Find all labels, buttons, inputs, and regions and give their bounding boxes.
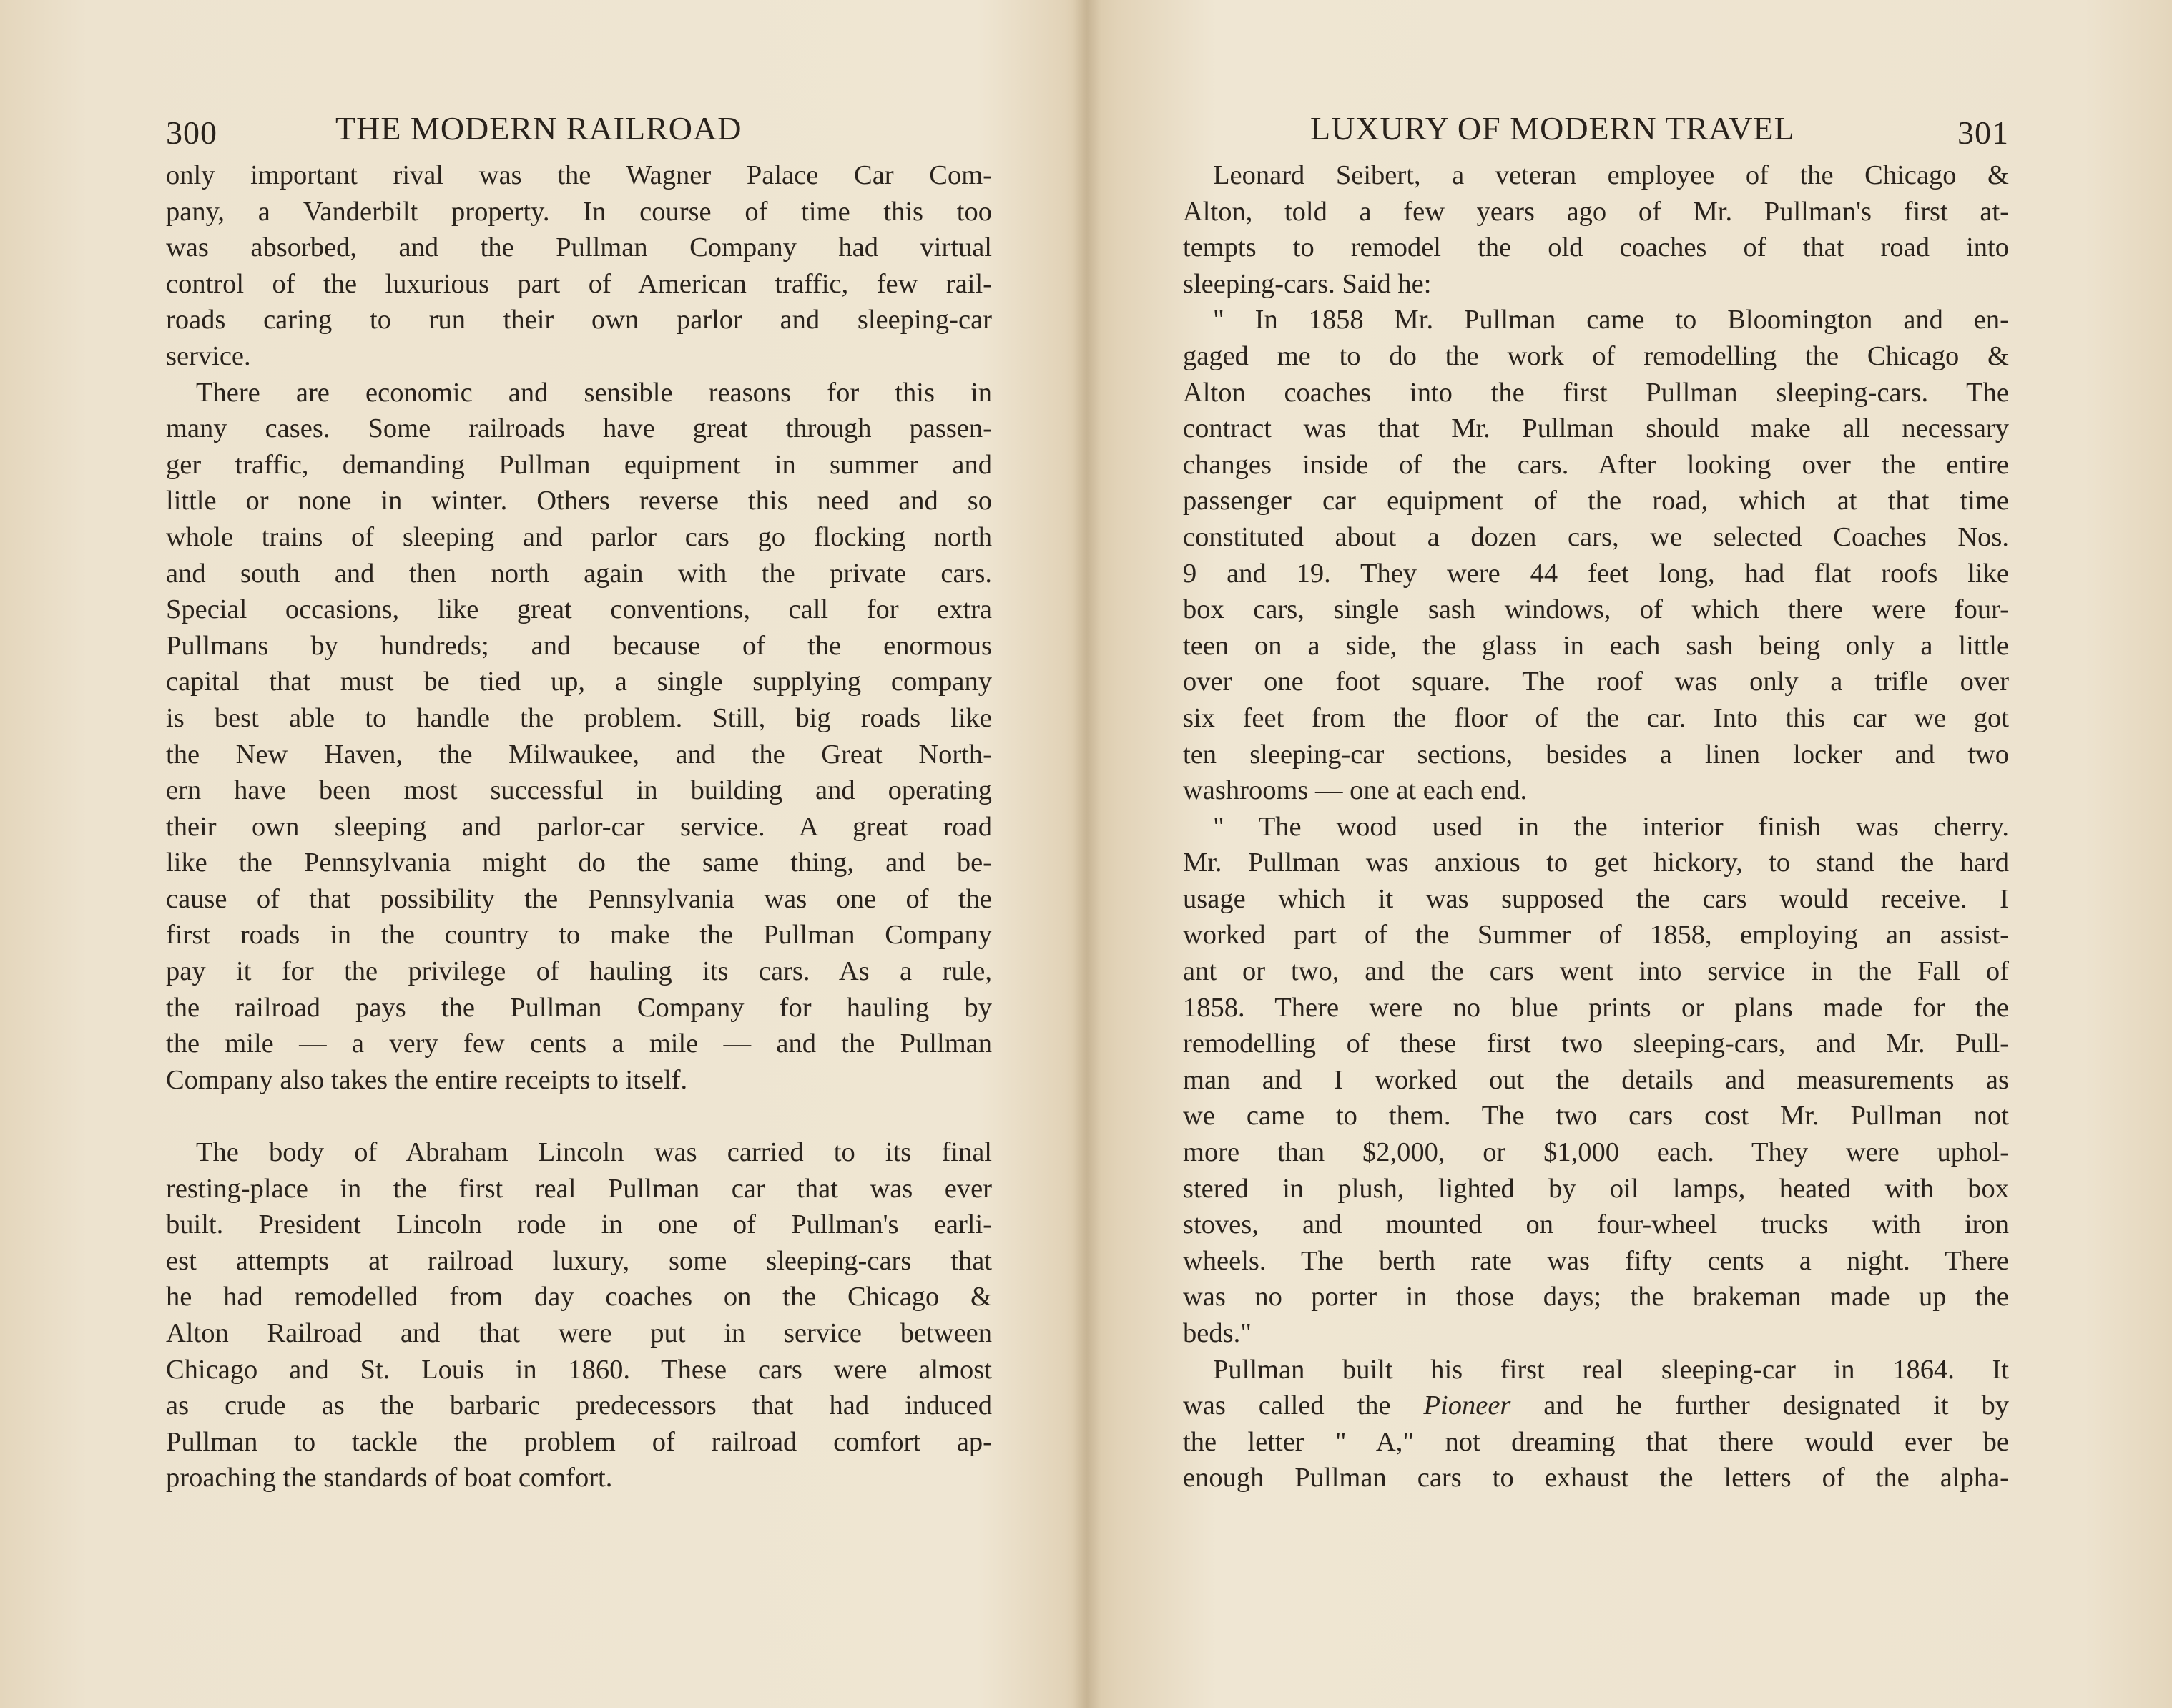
text-line: the New Haven, the Milwaukee, and the Great North- xyxy=(166,739,992,770)
text-line: more than $2,000, or $1,000 each. They were uphol- xyxy=(1183,1137,2009,1168)
book-gutter xyxy=(1073,0,1101,1708)
text-line: the mile — a very few cents a mile — and the Pullman xyxy=(166,1029,992,1059)
text-line: he had remodelled from day coaches on the Chicago & xyxy=(166,1282,992,1312)
text-line: stered in plush, lighted by oil lamps, heated with box xyxy=(1183,1173,2009,1204)
text-line: ern have been most successful in building and operating xyxy=(166,775,992,806)
text-line: over one foot square. The roof was only a trifle over xyxy=(1183,667,2009,697)
text-line-with-italic xyxy=(1183,1388,2009,1424)
text-line: pay it for the privilege of hauling its cars. As a rule, xyxy=(166,956,992,987)
text-line: sleeping-cars. Said he: xyxy=(1183,268,1432,299)
text-line: tempts to remodel the old coaches of that road into xyxy=(1183,232,2009,263)
right-running-title: LUXURY OF MODERN TRAVEL xyxy=(1310,110,1795,147)
left-page xyxy=(166,107,992,1496)
text-line: like the Pennsylvania might do the same thing, and be- xyxy=(166,848,992,878)
text-line: only important rival was the Wagner Palace Car Com- xyxy=(166,160,992,190)
text-line: The body of Abraham Lincoln was carried to its final xyxy=(196,1137,992,1168)
text-line: wheels. The berth rate was fifty cents a night. There xyxy=(1183,1245,2009,1276)
text-line: washrooms — one at each end. xyxy=(1183,775,1528,806)
section-break xyxy=(166,1098,992,1134)
text-line: roads caring to run their own parlor and sleeping-car xyxy=(166,305,992,335)
text-line: built. President Lincoln rode in one of Pullman's earli- xyxy=(166,1209,992,1240)
text-line: Special occasions, like great conventions, call for extra xyxy=(166,594,992,625)
text-line: was no porter in those days; the brakeman made up the xyxy=(1183,1282,2009,1312)
text-line: ant or two, and the cars went into service in the Fall of xyxy=(1183,956,2009,987)
right-body-text xyxy=(1183,157,2009,1496)
text-line: the railroad pays the Pullman Company for hauling by xyxy=(166,992,992,1023)
text-line: pany, a Vanderbilt property. In course of time this too xyxy=(166,196,992,227)
text-line: whole trains of sleeping and parlor cars go flocking north xyxy=(166,521,992,552)
text-line: ten sleeping-car sections, besides a linen locker and two xyxy=(1183,739,2009,770)
text-line: constituted about a dozen cars, we selected Coaches Nos. xyxy=(1183,521,2009,552)
text-line: contract was that Mr. Pullman should make all necessary xyxy=(1183,413,2009,444)
text-line: control of the luxurious part of American traffic, few rail- xyxy=(166,268,992,299)
text-line: teen on a side, the glass in each sash being only a little xyxy=(1183,630,2009,661)
text-fragment: and he further designated it by xyxy=(1510,1390,2009,1421)
right-page xyxy=(1183,107,2009,1496)
text-line: resting-place in the first real Pullman car that was ever xyxy=(166,1173,992,1204)
text-line: stoves, and mounted on four-wheel trucks with iron xyxy=(1183,1209,2009,1240)
text-line: service. xyxy=(166,340,251,371)
italic-car-name: Pioneer xyxy=(1423,1390,1511,1421)
text-line: " In 1858 Mr. Pullman came to Bloomington and en- xyxy=(1213,305,2009,335)
text-fragment: was called the xyxy=(1183,1390,1424,1421)
text-line: Alton, told a few years ago of Mr. Pullman's first at- xyxy=(1183,196,2009,227)
right-running-head xyxy=(1183,107,2009,150)
text-line: capital that must be tied up, a single supplying company xyxy=(166,667,992,697)
text-line: 9 and 19. They were 44 feet long, had flat roofs like xyxy=(1183,558,2009,589)
text-line: many cases. Some railroads have great through passen- xyxy=(166,413,992,444)
text-line: worked part of the Summer of 1858, employing an assist- xyxy=(1183,920,2009,951)
right-page-number: 301 xyxy=(1957,114,2009,151)
text-line: cause of that possibility the Pennsylvania was one of the xyxy=(166,883,992,914)
text-line: their own sleeping and parlor-car service. A great road xyxy=(166,811,992,842)
left-running-head xyxy=(166,107,992,150)
text-line: passenger car equipment of the road, which at that time xyxy=(1183,486,2009,516)
text-line: was absorbed, and the Pullman Company had virtual xyxy=(166,232,992,263)
left-running-title: THE MODERN RAILROAD xyxy=(335,110,742,147)
text-line: we came to them. The two cars cost Mr. Pullman not xyxy=(1183,1101,2009,1132)
text-line: ger traffic, demanding Pullman equipment in summer and xyxy=(166,449,992,480)
text-line: Alton Railroad and that were put in service between xyxy=(166,1318,992,1348)
text-line: six feet from the floor of the car. Into this car we got xyxy=(1183,702,2009,733)
text-line: first roads in the country to make the Pullman Company xyxy=(166,920,992,951)
left-body-text xyxy=(166,157,992,1496)
text-line: is best able to handle the problem. Still, big roads like xyxy=(166,702,992,733)
text-line: gaged me to do the work of remodelling the Chicago & xyxy=(1183,340,2009,371)
text-line: Chicago and St. Louis in 1860. These cars were almost xyxy=(166,1354,992,1385)
text-line: enough Pullman cars to exhaust the letters of the alpha- xyxy=(1183,1463,2009,1493)
text-line: " The wood used in the interior finish was cherry. xyxy=(1213,811,2009,842)
text-line: usage which it was supposed the cars would receive. I xyxy=(1183,883,2009,914)
text-line: the letter " A," not dreaming that there would ever be xyxy=(1183,1426,2009,1457)
text-line: Pullman to tackle the problem of railroad comfort ap- xyxy=(166,1426,992,1457)
text-line: beds." xyxy=(1183,1318,1252,1348)
text-line: Pullman built his first real sleeping-car in 1864. It xyxy=(1213,1354,2009,1385)
text-line: Leonard Seibert, a veteran employee of the Chicago & xyxy=(1213,160,2009,190)
text-line: There are economic and sensible reasons for this in xyxy=(196,377,992,408)
text-line: est attempts at railroad luxury, some sleeping-cars that xyxy=(166,1245,992,1276)
text-line: and south and then north again with the private cars. xyxy=(166,558,992,589)
text-line: little or none in winter. Others reverse this need and so xyxy=(166,486,992,516)
text-line: Alton coaches into the first Pullman sleeping-cars. The xyxy=(1183,377,2009,408)
text-line: proaching the standards of boat comfort. xyxy=(166,1463,613,1493)
text-line: box cars, single sash windows, of which there were four- xyxy=(1183,594,2009,625)
text-line: Pullmans by hundreds; and because of the enormous xyxy=(166,630,992,661)
text-line: Mr. Pullman was anxious to get hickory, to stand the hard xyxy=(1183,848,2009,878)
text-line: changes inside of the cars. After looking over the entire xyxy=(1183,449,2009,480)
left-page-number: 300 xyxy=(166,114,217,151)
text-line: 1858. There were no blue prints or plans made for the xyxy=(1183,992,2009,1023)
text-line: man and I worked out the details and measurements as xyxy=(1183,1064,2009,1095)
text-line: Company also takes the entire receipts to itself. xyxy=(166,1064,688,1095)
text-line: as crude as the barbaric predecessors that had induced xyxy=(166,1390,992,1421)
text-line: remodelling of these first two sleeping-cars, and Mr. Pull- xyxy=(1183,1029,2009,1059)
